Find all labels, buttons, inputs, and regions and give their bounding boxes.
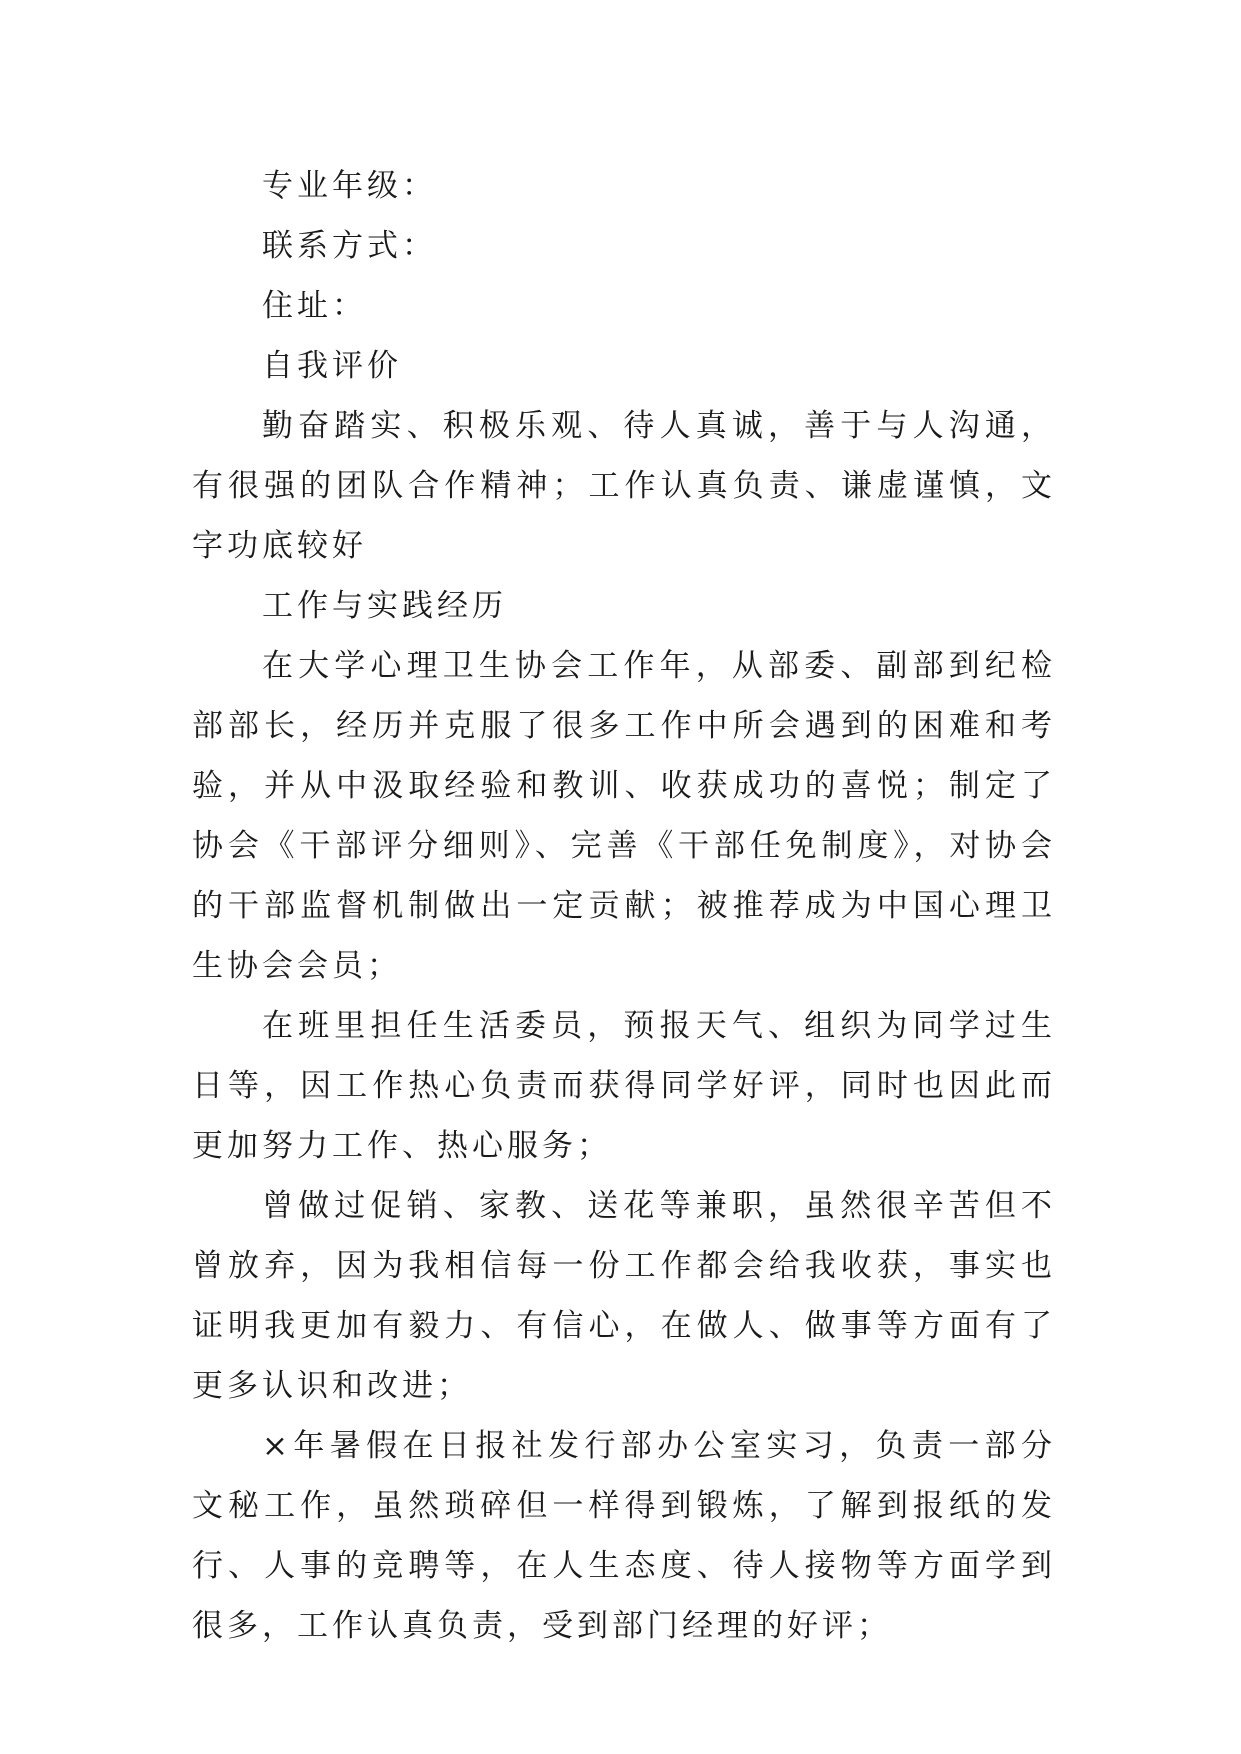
experience-item: 在大学心理卫生协会工作年，从部委、副部到纪检部部长，经历并克服了很多工作中所会遇到的困难和考验，并从中汲取经验和教训、收获成功的喜悦；制定了协会《干部评分细则》、完善《干部任免制度》，对协会的干部监督机制做出一定贡献；被推荐成为中国心理卫生协会会员；	[192, 648, 1056, 984]
self-evaluation-text: 勤奋踏实、积极乐观、待人真诚，善于与人沟通，有很强的团队合作精神；工作认真负责、谦虚谨慎，文字功底较好	[192, 408, 1056, 564]
experience-heading: 工作与实践经历	[262, 588, 507, 624]
field-contact: 联系方式：	[262, 228, 437, 264]
document-body	[192, 156, 1056, 1656]
field-address: 住址：	[262, 288, 367, 324]
experience-item: 曾做过促销、家教、送花等兼职，虽然很辛苦但不曾放弃，因为我相信每一份工作都会给我收获，事实也证明我更加有毅力、有信心，在做人、做事等方面有了更多认识和改进；	[192, 1188, 1056, 1404]
experience-item: 在班里担任生活委员，预报天气、组织为同学过生日等，因工作热心负责而获得同学好评，同时也因此而更加努力工作、热心服务；	[192, 1008, 1056, 1164]
experience-item: ×年暑假在日报社发行部办公室实习，负责一部分文秘工作，虽然琐碎但一样得到锻炼，了解到报纸的发行、人事的竞聘等，在人生态度、待人接物等方面学到很多，工作认真负责，受到部门经理的好评；	[192, 1428, 1056, 1644]
field-major-grade: 专业年级：	[262, 168, 437, 204]
self-evaluation-heading: 自我评价	[262, 348, 402, 384]
